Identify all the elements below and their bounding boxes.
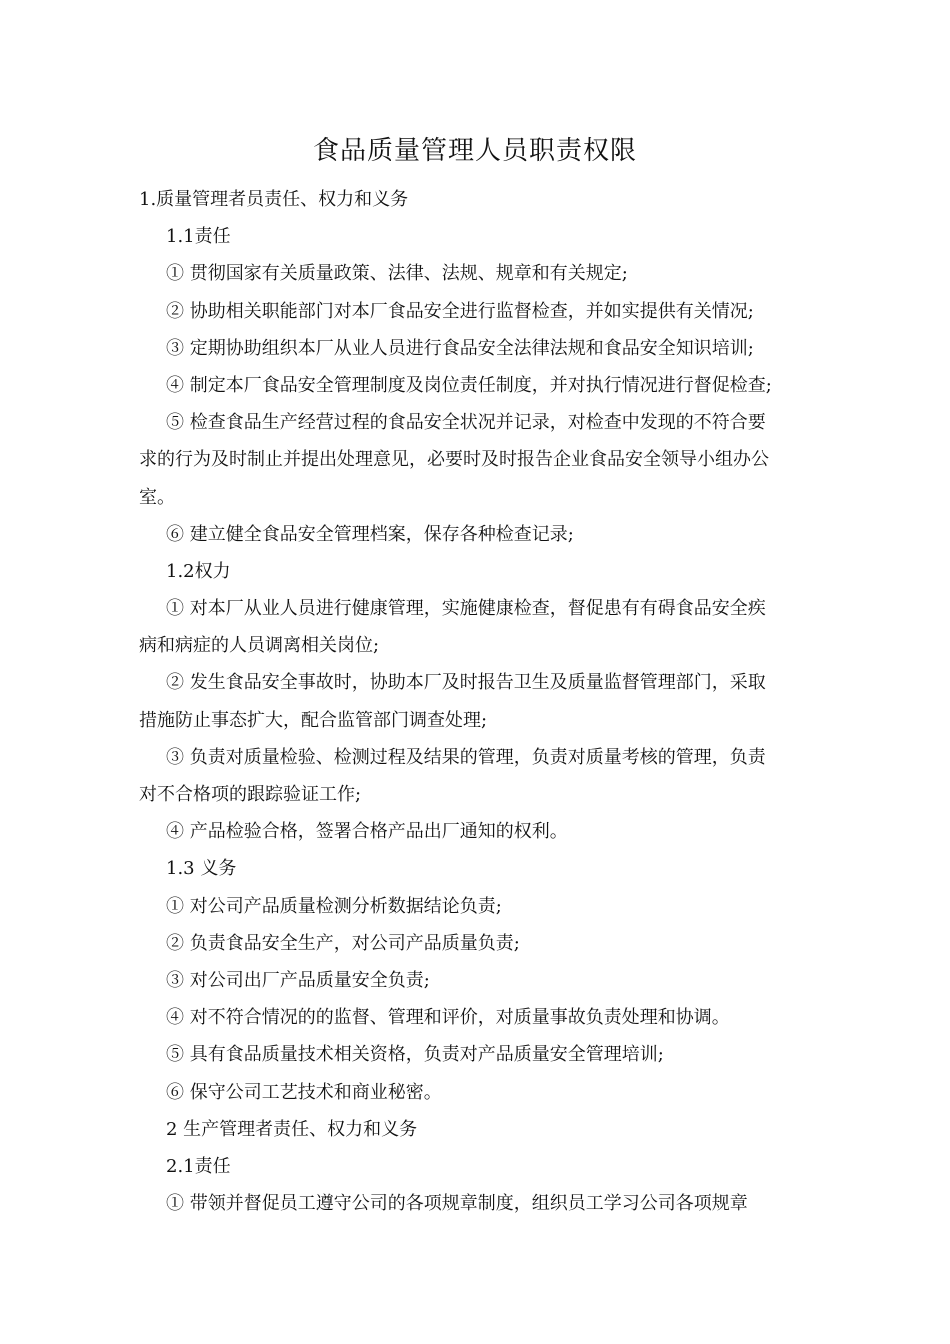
text-line: 病和病症的人员调离相关岗位; [139, 635, 380, 657]
text-line: ③ 对公司出厂产品质量安全负责; [166, 969, 430, 991]
text-line: ② 负责食品安全生产，对公司产品质量负责; [166, 932, 520, 954]
text-line: 求的行为及时制止并提出处理意见，必要时及时报告企业食品安全领导小组办公 [139, 449, 769, 471]
text-line: 室。 [139, 486, 175, 508]
text-line: ⑤ 检查食品生产经营过程的食品安全状况并记录，对检查中发现的不符合要 [166, 412, 766, 434]
text-line: ⑥ 建立健全食品安全管理档案，保存各种检查记录; [166, 523, 574, 545]
text-line: 1.1责任 [166, 226, 231, 248]
text-line: 措施防止事态扩大，配合监管部门调查处理; [139, 709, 488, 731]
text-line: 1.3 义务 [166, 858, 237, 880]
text-line: 1.2权力 [166, 560, 231, 582]
text-line: ③ 定期协助组织本厂从业人员进行食品安全法律法规和食品安全知识培训; [166, 337, 754, 359]
text-line: ⑥ 保守公司工艺技术和商业秘密。 [166, 1081, 442, 1103]
text-line: ④ 产品检验合格，签署合格产品出厂通知的权利。 [166, 821, 568, 843]
text-line: 1.质量管理者员责任、权力和义务 [139, 189, 409, 210]
text-line: ④ 制定本厂食品安全管理制度及岗位责任制度，并对执行情况进行督促检查; [166, 374, 772, 396]
text-line: 对不合格项的跟踪验证工作; [139, 784, 362, 805]
text-line: ① 贯彻国家有关质量政策、法律、法规、规章和有关规定; [166, 263, 628, 285]
text-line: ④ 对不符合情况的的监督、管理和评价，对质量事故负责处理和协调。 [166, 1007, 730, 1029]
document-body [139, 181, 819, 1222]
text-line: ⑤ 具有食品质量技术相关资格，负责对产品质量安全管理培训; [166, 1044, 664, 1066]
text-line: ① 对本厂从业人员进行健康管理，实施健康检查，督促患有有碍食品安全疾 [166, 598, 766, 620]
text-line: ① 对公司产品质量检测分析数据结论负责; [166, 895, 502, 917]
page-title: 食品质量管理人员职责权限 [312, 136, 637, 166]
text-line: 2.1责任 [166, 1155, 231, 1177]
text-line: ② 发生食品安全事故时，协助本厂及时报告卫生及质量监督管理部门，采取 [166, 672, 766, 694]
text-line: ① 带领并督促员工遵守公司的各项规章制度，组织员工学习公司各项规章 [166, 1193, 748, 1215]
text-line: ② 协助相关职能部门对本厂食品安全进行监督检查，并如实提供有关情况; [166, 300, 754, 322]
text-line: ③ 负责对质量检验、检测过程及结果的管理，负责对质量考核的管理，负责 [166, 746, 766, 768]
text-line: 2 生产管理者责任、权力和义务 [166, 1118, 418, 1140]
